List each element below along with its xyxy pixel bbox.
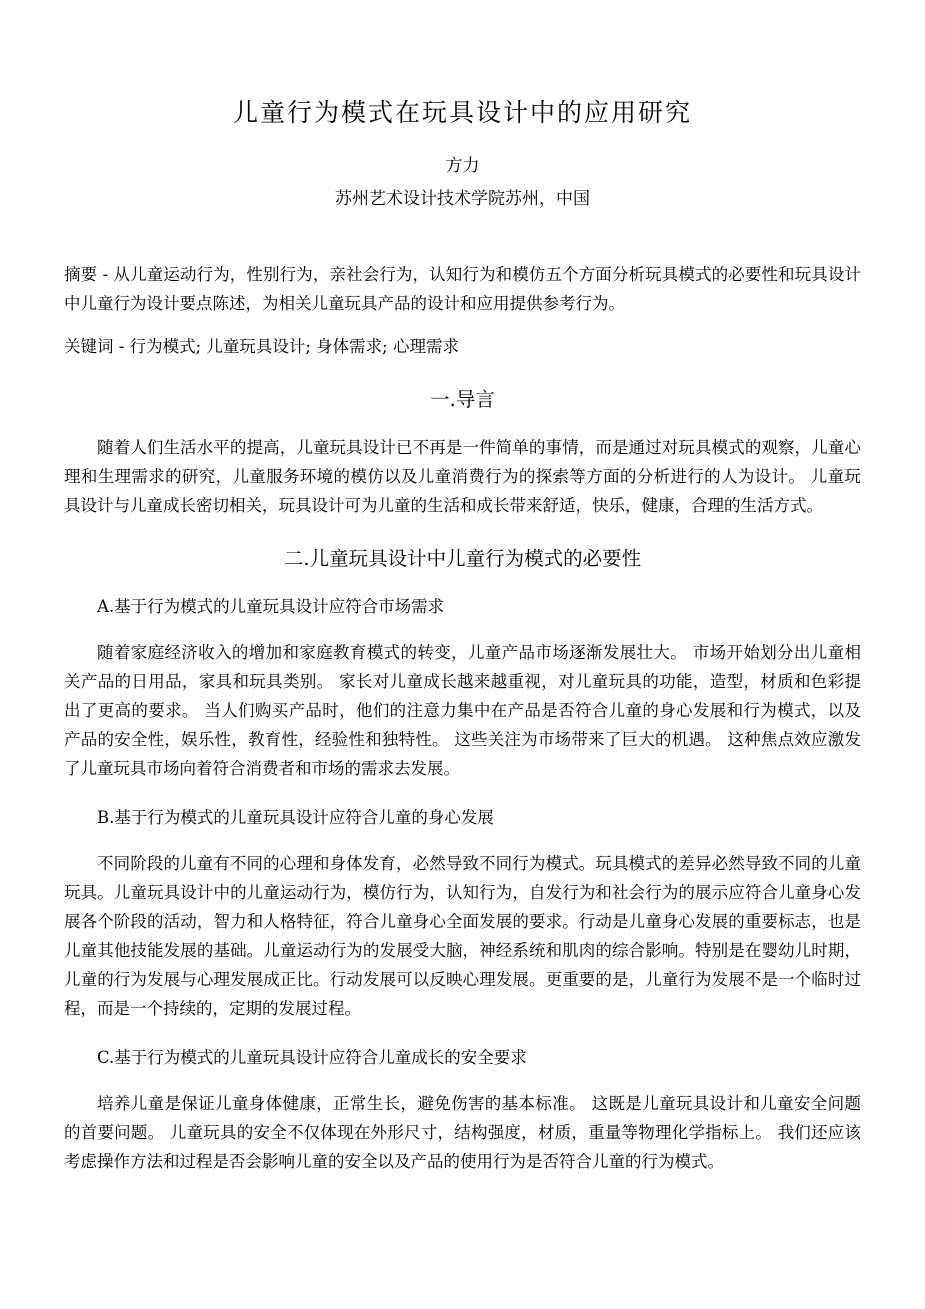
page-title: 儿童行为模式在玩具设计中的应用研究 [232,98,692,127]
subsection-a-heading: A.基于行为模式的儿童玩具设计应符合市场需求 [97,597,445,616]
author-name: 方力 [445,156,480,176]
section-1-heading: 一.导言 [430,388,495,411]
subsection-b-paragraph: 不同阶段的儿童有不同的心理和身体发育，必然导致不同行为模式。玩具模式的差异必然导致不同的儿童玩具。儿童玩具设计中的儿童运动行为，模仿行为，认知行为，自发行为和社会行为的展示应符合儿童身心发展各个阶段的活动，智力和人格特征，符合儿童身心全面发展的要求。行动是儿童身心发展的重要标志，也是儿童其他技能发展的基础。儿童运动行为的发展受大脑，神经系统和肌肉的综合影响。特别是在婴幼儿时期，儿童的行为发展与心理发展成正比。行动发展可以反映心理发展。更重要的是，儿童行为发展不是一个临时过程，而是一个持续的，定期的发展过程。 [64,854,861,1018]
section-2-heading: 二.儿童玩具设计中儿童行为模式的必要性 [283,547,642,570]
subsection-a-paragraph: 随着家庭经济收入的增加和家庭教育模式的转变，儿童产品市场逐渐发展壮大。 市场开始划分出儿童相关产品的日用品，家具和玩具类别。 家长对儿童成长越来越重视，对儿童玩具的功能，造型，材质和色彩提出了更高的要求。 当人们购买产品时，他们的注意力集中在产品是否符合儿童的身心发展和行为模式，以及产品的安全性，娱乐性，教育性，经验性和独特性。 这些关注为市场带来了巨大的机遇。 这种焦点效应激发了儿童玩具市场向着符合消费者和市场的需求去发展。 [64,643,861,778]
abstract-text: 摘要 - 从儿童运动行为，性别行为，亲社会行为，认知行为和模仿五个方面分析玩具模式的必要性和玩具设计中儿童行为设计要点陈述，为相关儿童玩具产品的设计和应用提供参考行为。 [64,265,861,313]
subsection-b-heading: B.基于行为模式的儿童玩具设计应符合儿童的身心发展 [97,808,494,827]
affiliation: 苏州艺术设计技术学院苏州，中国 [335,189,590,209]
section-1-paragraph: 随着人们生活水平的提高，儿童玩具设计已不再是一件简单的事情，而是通过对玩具模式的观察，儿童心理和生理需求的研究，儿童服务环境的模仿以及儿童消费行为的探索等方面的分析进行的人为设计。 儿童玩具设计与儿童成长密切相关，玩具设计可为儿童的生活和成长带来舒适，快乐，健康，合理的生活方式。 [64,438,861,515]
subsection-c-paragraph: 培养儿童是保证儿童身体健康，正常生长，避免伤害的基本标准。 这既是儿童玩具设计和儿童安全问题的首要问题。 儿童玩具的安全不仅体现在外形尺寸，结构强度，材质，重量等物理化学指标上。 我们还应该考虑操作方法和过程是否会影响儿童的安全以及产品的使用行为是否符合儿童的行为模式。 [64,1094,861,1171]
keywords-text: 关键词 - 行为模式; 儿童玩具设计; 身体需求; 心理需求 [64,337,459,356]
subsection-c-heading: C.基于行为模式的儿童玩具设计应符合儿童成长的安全要求 [97,1048,527,1067]
